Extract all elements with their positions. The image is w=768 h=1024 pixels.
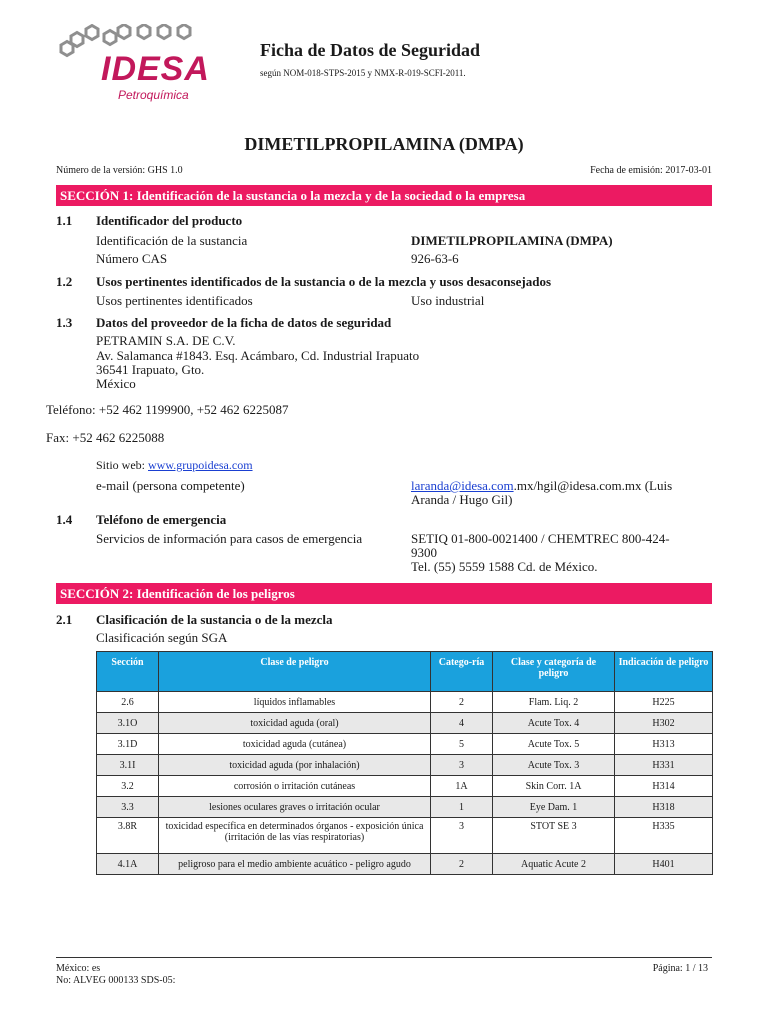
table-cell: 3.8R (97, 818, 159, 854)
table-row (97, 854, 713, 875)
email-contact-names: Aranda / Hugo Gil) (411, 492, 513, 507)
field-label: Usos pertinentes identificados (96, 293, 253, 308)
table-cell: H318 (615, 797, 713, 818)
table-cell: 5 (431, 734, 493, 755)
table-cell: 1 (431, 797, 493, 818)
website-link[interactable]: www.grupoidesa.com (148, 458, 253, 472)
subsection-title: Teléfono de emergencia (96, 512, 227, 527)
field-label: Número CAS (96, 251, 168, 266)
table-cell: Flam. Liq. 2 (493, 692, 615, 713)
email-rest: .mx/hgil@idesa.com.mx (Luis (513, 478, 673, 493)
footer-document-number: No: ALVEG 000133 SDS-05: (56, 975, 176, 986)
fax-line: Fax: +52 462 6225088 (46, 430, 165, 445)
footer-page-number: Página: 1 / 13 (652, 963, 708, 974)
classification-label: Clasificación según SGA (96, 630, 228, 645)
table-row (97, 797, 713, 818)
supplier-country: México (96, 376, 136, 391)
hazard-classification-table (96, 651, 713, 875)
supplier-city: 36541 Irapuato, Gto. (96, 362, 205, 377)
table-cell: 3 (431, 755, 493, 776)
table-cell: Acute Tox. 5 (493, 734, 615, 755)
section-number: 1.4 (56, 512, 73, 527)
cas-number-value: 926-63-6 (411, 251, 459, 266)
table-row (97, 713, 713, 734)
table-cell: H302 (615, 713, 713, 734)
table-cell: toxicidad aguda (por inhalación) (159, 755, 431, 776)
table-cell: 4.1A (97, 854, 159, 875)
table-cell: 3.1I (97, 755, 159, 776)
table-row (97, 692, 713, 713)
footer-divider (56, 957, 712, 958)
table-cell: 1A (431, 776, 493, 797)
table-cell: 3 (431, 818, 493, 854)
table-cell: Eye Dam. 1 (493, 797, 615, 818)
section-2-header: SECCIÓN 2: Identificación de los peligros (56, 583, 712, 604)
table-cell: 2.6 (97, 692, 159, 713)
table-cell: 3.2 (97, 776, 159, 797)
subsection-title: Clasificación de la sustancia o de la mezcla (96, 612, 333, 627)
column-header: Indicación de peligro (615, 652, 713, 692)
section-number: 1.1 (56, 213, 73, 228)
use-value: Uso industrial (411, 293, 485, 308)
emergency-phone-line1: SETIQ 01-800-0021400 / CHEMTREC 800-424- (411, 531, 670, 546)
table-cell: STOT SE 3 (493, 818, 615, 854)
document-subtitle: según NOM-018-STPS-2015 y NMX-R-019-SCFI-2011. (260, 68, 466, 78)
table-cell: H335 (615, 818, 713, 854)
logo-wordmark: IDESA (101, 50, 210, 88)
table-cell: H314 (615, 776, 713, 797)
table-cell: H225 (615, 692, 713, 713)
website-row (96, 458, 253, 473)
email-label: e-mail (persona competente) (96, 478, 245, 493)
table-cell: toxicidad específica en determinados órganos - exposición única (irritación de las vías respiratorias) (159, 818, 431, 854)
subsection-title: Usos pertinentes identificados de la sustancia o de la mezcla y usos desaconsejados (96, 274, 552, 289)
table-cell: H313 (615, 734, 713, 755)
table-cell: corrosión o irritación cutáneas (159, 776, 431, 797)
table-cell: toxicidad aguda (cutánea) (159, 734, 431, 755)
logo-subtitle: Petroquímica (118, 88, 189, 102)
footer-locale: México: es (56, 963, 101, 974)
phone-line: Teléfono: +52 462 1199900, +52 462 6225087 (46, 402, 289, 417)
section-number: 1.3 (56, 315, 73, 330)
website-label: Sitio web: (96, 458, 149, 472)
subsection-title: Identificador del producto (96, 213, 243, 228)
substance-title: DIMETILPROPILAMINA (DMPA) (244, 134, 524, 154)
table-row (97, 776, 713, 797)
table-cell: toxicidad aguda (oral) (159, 713, 431, 734)
supplier-name: PETRAMIN S.A. DE C.V. (96, 333, 236, 348)
table-cell: Acute Tox. 4 (493, 713, 615, 734)
table-cell: lesiones oculares graves o irritación ocular (159, 797, 431, 818)
table-cell: H401 (615, 854, 713, 875)
column-header: Clase de peligro (159, 652, 431, 692)
table-cell: Skin Corr. 1A (493, 776, 615, 797)
table-header-row (97, 652, 713, 692)
supplier-address: Av. Salamanca #1843. Esq. Acámbaro, Cd. Industrial Irapuato (96, 348, 420, 363)
table-cell: 3.1O (97, 713, 159, 734)
table-cell: 4 (431, 713, 493, 734)
emergency-phone-line3: Tel. (55) 5559 1588 Cd. de México. (411, 559, 598, 574)
table-cell: H331 (615, 755, 713, 776)
table-cell: 3.3 (97, 797, 159, 818)
section-1-header: SECCIÓN 1: Identificación de la sustancia o la mezcla y de la sociedad o la empresa (56, 185, 712, 206)
document-title: Ficha de Datos de Seguridad (260, 40, 481, 60)
issue-date: Fecha de emisión: 2017-03-01 (590, 165, 712, 176)
table-row (97, 734, 713, 755)
subsection-title: Datos del proveedor de la ficha de datos de seguridad (96, 315, 392, 330)
field-label: Servicios de información para casos de emergencia (96, 531, 363, 546)
emergency-phone-line2: 9300 (411, 545, 437, 560)
email-link[interactable]: laranda@idesa.com (411, 478, 514, 493)
table-row (97, 755, 713, 776)
section-number: 2.1 (56, 612, 73, 627)
section-number: 1.2 (56, 274, 73, 289)
table-row (97, 818, 713, 854)
field-label: Identificación de la sustancia (96, 233, 248, 248)
substance-name-value: DIMETILPROPILAMINA (DMPA) (411, 233, 613, 248)
column-header: Clase y categoría de peligro (493, 652, 615, 692)
table-cell: 2 (431, 692, 493, 713)
table-cell: peligroso para el medio ambiente acuático - peligro agudo (159, 854, 431, 875)
column-header: Catego-ría (431, 652, 493, 692)
table-cell: líquidos inflamables (159, 692, 431, 713)
table-cell: 3.1D (97, 734, 159, 755)
table-cell: Aquatic Acute 2 (493, 854, 615, 875)
table-cell: 2 (431, 854, 493, 875)
column-header: Sección (97, 652, 159, 692)
version-number: Número de la versión: GHS 1.0 (56, 165, 183, 176)
table-cell: Acute Tox. 3 (493, 755, 615, 776)
